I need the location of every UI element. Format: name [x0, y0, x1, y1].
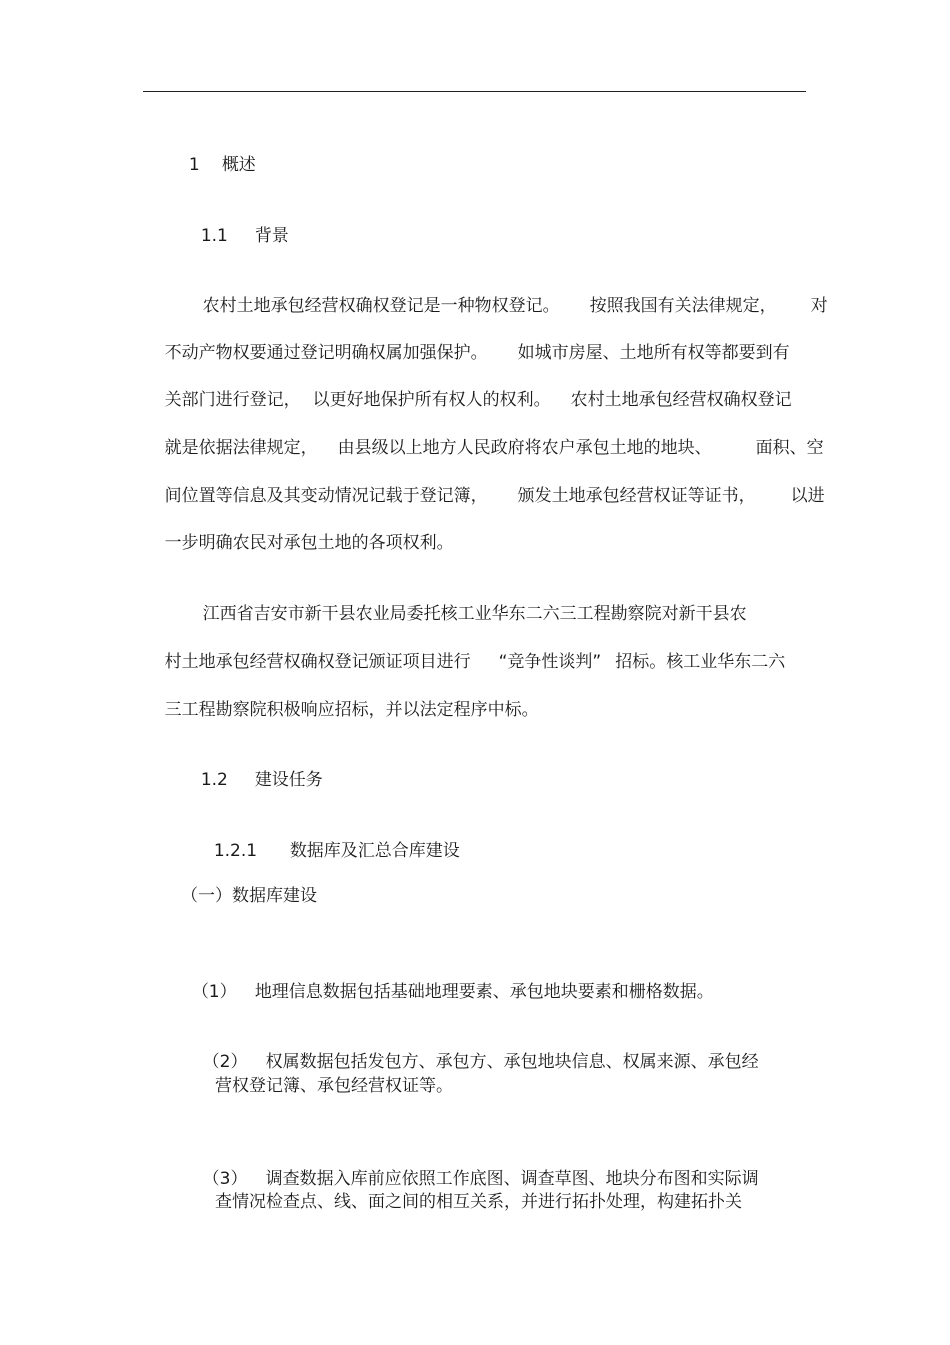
text-segment: 以更好地保护所有权人的权利。 [312, 390, 551, 410]
paragraph-line [143, 460, 756, 506]
paragraph-line [143, 364, 792, 410]
text-segment: 三工程勘察院积极响应招标，并以法定程序中标。 [164, 700, 539, 720]
list-item-number: （2） [202, 1052, 248, 1072]
text-segment: 农村土地承包经营权确权登记 [570, 390, 792, 410]
text-segment: 如城市房屋、土地所有权等都要到有 [517, 343, 790, 363]
heading-title: 概述 [221, 155, 256, 175]
list-item-line [181, 1143, 759, 1189]
list-item-number: （3） [202, 1169, 248, 1189]
heading-1-1 [190, 200, 289, 246]
list-item-number: （1） [191, 982, 237, 1002]
text-segment: 由县级以上地方人民政府将农户承包土地的地块、 [337, 438, 712, 458]
heading-number: 1.2 [200, 770, 228, 790]
heading-number: 1 [188, 155, 200, 175]
heading-1 [178, 129, 256, 175]
paragraph-line [143, 674, 539, 720]
text-segment: 颁发土地承包经营权证等证书， [517, 486, 756, 506]
heading-title: 数据库及汇总合库建设 [289, 841, 460, 861]
text-segment: 农村土地承包经营权确权登记是一种物权登记。 [202, 296, 560, 316]
paragraph-line [143, 412, 712, 458]
paragraph-line [143, 317, 790, 363]
paragraph-line [143, 507, 454, 553]
list-item-continuation: 营权登记簿、承包经营权证等。 [215, 1076, 453, 1096]
text-segment: 以进 [790, 486, 825, 506]
header-rule [143, 91, 806, 92]
text-segment: 一步明确农民对承包土地的各项权利。 [164, 533, 454, 553]
paragraph-line [181, 578, 747, 624]
text-segment: 面积、空 [755, 438, 824, 458]
heading-title: 建设任务 [254, 770, 323, 790]
text-segment: 江西省吉安市新干县农业局委托核工业华东二六三工程勘察院对新干县农 [202, 604, 747, 624]
heading-title: 背景 [254, 226, 289, 246]
heading-1-2-1 [203, 815, 460, 861]
text-segment: 关部门进行登记， [164, 390, 301, 410]
paragraph-line [181, 270, 777, 316]
heading-number: 1.2.1 [213, 841, 258, 861]
heading-number: 1.1 [200, 226, 228, 246]
list-item-text: 调查数据入库前应依照工作底图、调查草图、地块分布图和实际调 [265, 1169, 759, 1189]
paragraph-line-end [734, 412, 824, 458]
list-item-line [181, 1026, 759, 1072]
text-segment: 间位置等信息及其变动情况记载于登记簿， [164, 486, 488, 506]
list-item [181, 956, 714, 1002]
text-segment: 对 [810, 296, 828, 316]
heading-1-2 [190, 744, 323, 790]
text-segment: 招标。核工业华东二六 [615, 652, 786, 672]
list-item-text: 地理信息数据包括基础地理要素、承包地块要素和栅格数据。 [254, 982, 714, 1002]
text-segment: 不动产物权要通过登记明确权属加强保护。 [164, 343, 488, 363]
subsection-title: （一）数据库建设 [181, 886, 317, 906]
list-item-text: 权属数据包括发包方、承包方、承包地块信息、权属来源、承包经 [265, 1052, 759, 1072]
text-segment: 按照我国有关法律规定， [589, 296, 777, 316]
paragraph-line-end [769, 460, 825, 506]
paragraph-line [143, 626, 786, 672]
paragraph-line-end [789, 270, 828, 316]
text-segment: 就是依据法律规定， [164, 438, 318, 458]
text-segment: “竞争性谈判” [498, 652, 602, 672]
text-segment: 村土地承包经营权确权登记颁证项目进行 [164, 652, 471, 672]
list-item-continuation: 查情况检查点、线、面之间的相互关系，并进行拓扑处理，构建拓扑关 [215, 1192, 742, 1212]
